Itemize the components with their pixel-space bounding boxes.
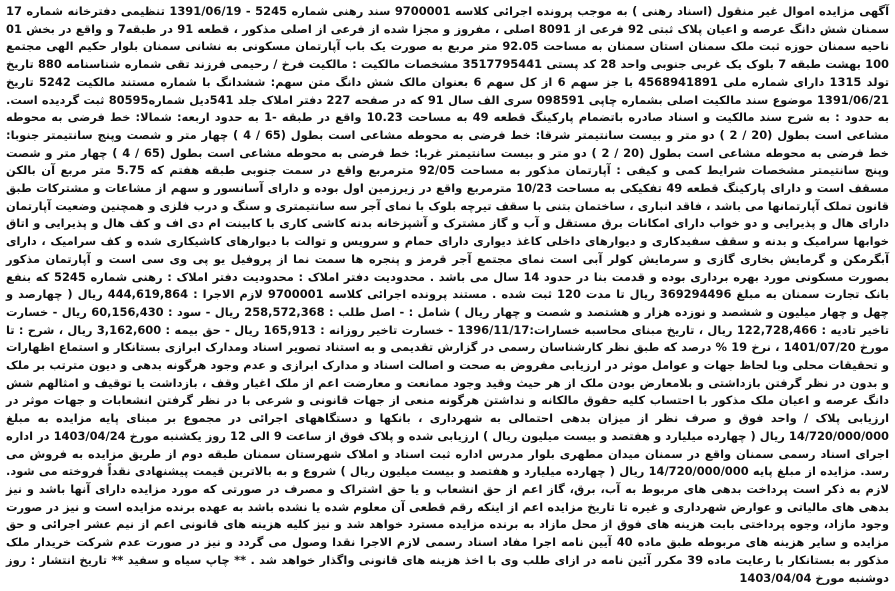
auction-notice-text: آگهی مزایده اموال غیر منقول (اسناد رهنی ) به موجب پرونده اجرائی کلاسه 9700001 سند رهنی شماره 5245 - 1391/06/19 تنظیمی دفترخانه شماره 17 سمنان شش دانگ عرصه و اعیان پلاک ثبتی 92 فرعی از 8091 اصلی ، مفروز و مجزا شده از فرعی از اصلی مذکور ، قطعه 91 در طبقه7 و واقع در بخش 01 ناحیه سمنان حوزه ثبت ملک سمنان استان سمنان به مساحت 92.05 متر مربع به صورت یک باب آپارتمان مسکونی به نشانی سمنان بلوار حکیم الهی مجتمع 100 بهشت طبقه 7 بلوک یک غربی جنوبی واحد 28 کد پستی 3517795441 مشخصات مالکیت : مالکیت فرخ / رحیمی فرزند تقی شماره شناسنامه 880 تاریخ تولد 1315 دارای شماره ملی 4568941891 با جز سهم 6 از کل سهم 6 بعنوان مالک شش دانگ متن سهم: ششدانگ با شماره مستند مالکیت 5242 تاریخ 1391/06/21 موضوع سند مالکیت اصلی بشماره چاپی 098591 سری الف سال 91 که در صفحه 227 دفتر املاک جلد 541دیل شماره80595 ثبت گردیده است. به حدود : به شرح سند مالکیت و اسناد صادره باتضمام پارکینگ قطعه 49 به مساحت 10.23 واقع در طبقه -1 به حدود اربعه: شمالا: خط فرضی به محوطه مشاعی است بطول (20 / 2 ) دو متر و بیست سانتیمتر شرقا: خط فرضی به محوطه مشاعی است بطول (65 / 4 ) چهار متر و شصت وپنج سانتیمتر جنوبا: خط فرضی به محوطه مشاعی است بطول (20 / 2 ) دو متر و بیست سانتیمتر غربا: خط فرضی به محوطه مشاعی است بطول (65 / 4 ) چهار متر و شصت وپنج سانتیمتر مشخصات شرایط کمی و کیفی : آپارتمان مذکور به مساحت 92/05 مترمربع واقع در سمت جنوبی طبقه هفتم که 5.75 متر مربع آن بالکن مسقف است و دارای پارکینگ قطعه 49 تفکیکی به مساحت 10/23 مترمربع واقع در زیرزمین اول بوده و دارای آسانسور و سهم از مشاعات و مشترکات طبق قانون تملک آپارتمانها می باشد ، فاقد انباری ، ساختمان بتنی با سقف تیرچه بلوک با نمای آجر سه سانتیمتری و سنگ و درب فلزی و همچنین وضعیت آپارتمان دارای هال و پذیرایی و دو خواب دارای امکانات برق مستقل و آب و گاز مشترک و آشپزخانه بدنه کاشی کاری با کابینت ام دی اف و کف هال و پذیرایی و اتاق خوابها سرامیک و بدنه و سقف سفیدکاری و دیوارهای داخلی کاغذ دیواری دارای حمام و سرویس و توالت با دیوارهای کاشیکاری شده و کف سرامیک ، دارای آبگرمکن و گرمایش بخاری گازی و سرمایش کولر آبی است نمای مجتمع آجر قرمز و پنجره ها سمت نما از پروفیل یو پی وی سی است و آپارتمان مذکور بصورت مسکونی مورد بهره برداری بوده و قدمت بنا در حدود 14 سال می باشد . محدودیت دفتر املاک : محدودیت دفتر املاک : رهنی شماره 5245 که بنفع بانک تجارت سمنان به مبلغ 369294496 ریال تا مدت 120 ثبت شده . مستند پرونده اجرائی کلاسه 9700001 لازم الاجرا : 444,619,864 ریال ( چهارصد و چهل و چهار میلیون و ششصد و نوزده هزار و هشتصد و شصت و چهار ریال ) شامل : - اصل طلب : 258,572,368 ریال - سود : 60,156,430 ریال - خسارت تاخیر تادیه : 122,728,466 ریال ، تاریخ مبنای محاسبه خسارات:1396/11/17 - خسارت تاخیر روزانه : 165,913 ریال - حق بیمه : 3,162,600 ریال ، شرح : تا مورخ 1401/07/20 ، نرخ 19 % درصد که طبق نظر کارشناسان رسمی در گزارش تقدیمی و به استناد تصویر اسناد ومدارک ابرازی بستانکار و استماع اظهارات و تحقیقات محلی وبا لحاظ جهات و عوامل موثر در ارزیابی مفروض به صحت و اصالت اسناد و مدارک ابرازی و عدم وجود هرگونه بدهی و دیون مترتب بر ملک و بدون در نظر گرفتن بازداشتی و بلامعارض بودن ملک از هر حیث وقید وجود ممانعت و معارضت اعم از ملک اغیار وقف ، بازداشت یا توقیف و امثالهم شش دانگ عرصه و اعیان ملک مذکور با احتساب کلیه حقوق مالکانه و نداشتن هرگونه منعی از جهات قانونی و شرعی با در نظر گرفتن انشعابات و جهات موثر در ارزیابی پلاک / واحد فوق و صرف نظر از میزان بدهی احتمالی به شهرداری ، بانکها و دستگاههای اجرائی در مجموع بر مبنای پایه مزایده به مبلغ 14/720/000/000 ریال ( چهارده میلیارد و هفتصد و بیست میلیون ریال ) ارزیابی شده و پلاک فوق از ساعت 9 الی 12 روز یکشنبه مورخ 1403/04/24 در اداره اجرای اسناد رسمی سمنان واقع در سمنان میدان مطهری بلوار مدرس اداره ثبت اسناد و املاک شهرستان سمنان طبقه دوم از طریق مزایده به فروش می رسد. مزایده از مبلغ پایه 14/720/000/000 ریال ( چهارده میلیارد و هفتصد و بیست میلیون ریال ) شروع و به بالاترین قیمت پیشنهادی نقداً فروخته می شود. لازم به ذکر است پرداخت بدهی های مربوط به آب، برق، گاز اعم از حق انشعاب و یا حق اشتراک و مصرف در صورتی که مورد مزایده دارای آنها باشد و نیز بدهی های مالیاتی و عوارض شهرداری و غیره تا تاریخ مزایده اعم از اینکه رقم قطعی آن معلوم شده یا نشده باشد به عهده برنده مزایده است و نیز در صورت وجود مازاد، وجوه پرداختی بابت هزینه های فوق از محل مازاد به برنده مزایده مسترد خواهد شد و نیز کلیه هزینه های قانونی اعم از نیم عشر اجرائی و حق مزایده و سایر هزینه های مربوطه طبق ماده 40 آیین نامه اجرا مفاد اسناد رسمی لازم الاجرا نقدا وصول می گردد و نیز در صورت عدم شرکت خریدار ملک مذکور به بستانکار با رعایت ماده 39 مکرر آئین نامه در ازای طلب وی با اخذ هزینه های قانونی واگذار خواهد شد . ** چاپ سیاه و سفید ** تاریخ انتشار : روز دوشنبه مورخ 1403/04/04 <box>6 4 890 585</box>
